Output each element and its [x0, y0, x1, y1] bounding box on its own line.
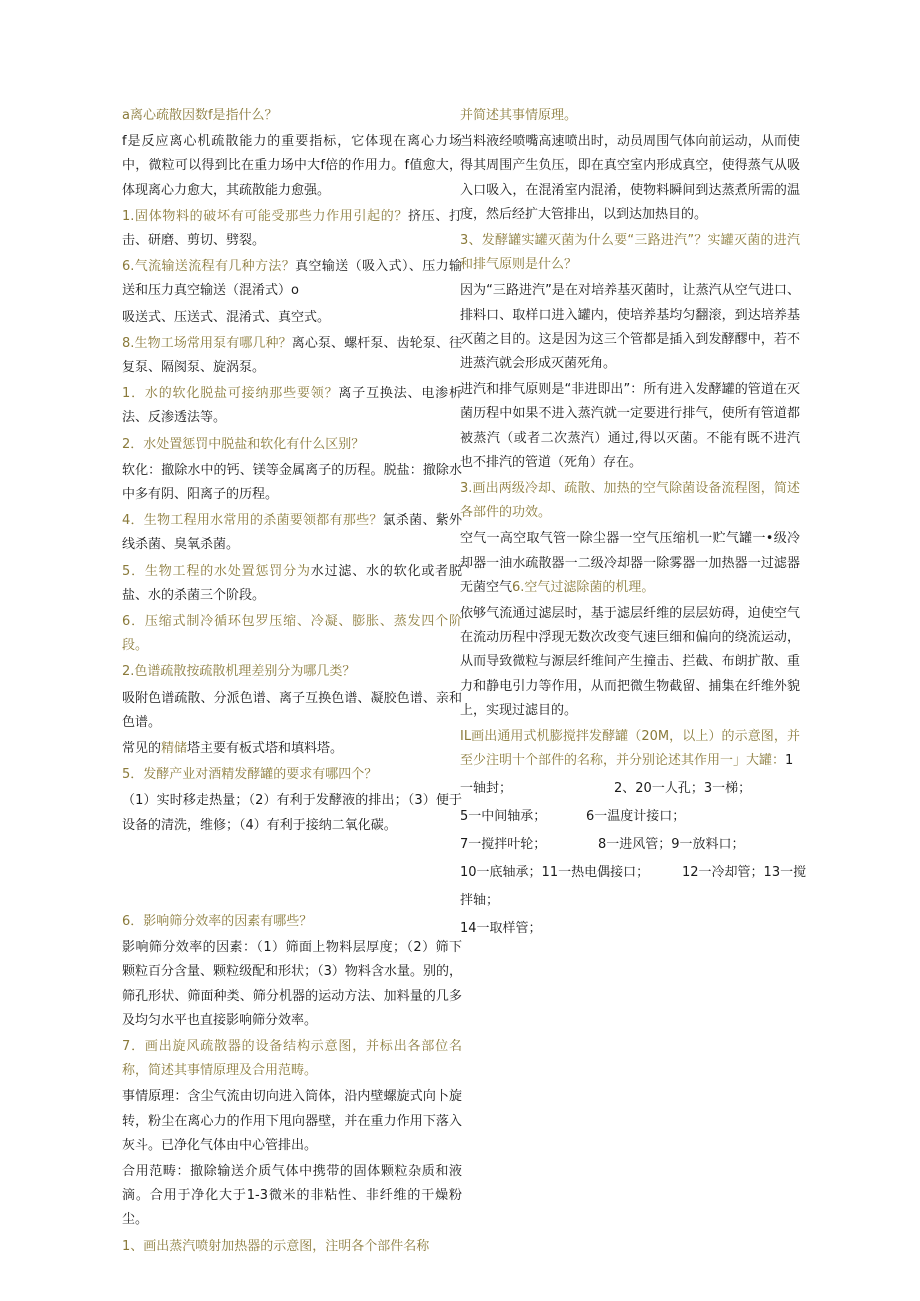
answer-text: 常见的	[122, 741, 162, 757]
answer: 吸附色谱疏散、分派色谱、离子互换色谱、凝胶色谱、亲和色谱。	[122, 690, 462, 730]
answer: 当料液经喷嘴高速喷出时，动员周围气体向前运动，从而使得其周围产生负压，即在真空室内形成真空，使得蒸气从吸入口吸入，在混淆室内混淆，使物料瞬间到达蒸煮所需的温度，然后经扩大管排出，以到达加热目的。	[460, 134, 800, 222]
answer-text: 真空输送（吸入式）、压力输送和压力真空输送（混淆式）o	[122, 259, 462, 299]
answer: 合用范畴：撤除输送介质气体中携带的固体颗粒杂质和液滴。合用于净化大于1-3微米的非粘性、非纤维的干燥粉尘。	[122, 1163, 462, 1228]
question-title: 2．水处置惩罚中脱盐和软化有什么区别？	[122, 436, 365, 452]
answer-text: 1	[785, 753, 794, 769]
answer: 进汽和排气原则是“非进即出”：所有进入发酵罐的管道在灭菌历程中如果不进入蒸汽就一定要进行排气，使所有管道都被蒸汽（或者二次蒸汽）通过,得以灭菌。不能有既不进汽也不排汽的管道（死角）存在。	[460, 382, 800, 470]
parts-row	[460, 775, 800, 803]
question	[122, 433, 462, 457]
question-title: 5．生物工程的水处置惩罚分为	[122, 563, 311, 579]
question-title: a离心疏散因数f是指什么？	[122, 108, 278, 123]
question-title: 1.固体物料的破坏有可能受那些力作用引起的？	[122, 208, 409, 224]
answer-text: 塔主要有板式塔和填料塔。	[187, 741, 344, 757]
qa-item	[122, 509, 462, 557]
qa-item	[122, 255, 462, 303]
left-column	[122, 104, 462, 1261]
answer-text: 离子互换法、电渗析法、反渗透法等。	[122, 386, 462, 426]
answer: 因为“三路进汽”是在对培养基灭菌时，让蒸汽从空气进口、排料口、取样口进入罐内，使培养基均匀翻滚，到达培养基灭菌之目的。这是因为这三个管都是插入到发酵醪中，若不进蒸汽就会形成灭菌死角。	[460, 283, 800, 372]
question	[122, 1035, 462, 1083]
right-column	[460, 104, 807, 943]
answer: 软化：撤除水中的钙、镁等金属离子的历程。脱盐：撤除水中多有阴、阳离子的历程。	[122, 462, 462, 503]
part-label: 拌轴；	[460, 893, 500, 909]
answer: 影响筛分效率的因素：（1）筛面上物料层厚度；（2）筛下颗粒百分含量、颗粒级配和形状；（3）物料含水量。别的，筛孔形状、筛面种类、筛分机器的运动方法、加料量的几多及均匀水平也直接影响筛分效率。	[122, 940, 462, 1028]
answer-text: 水过滤、水的软化或者脱盐、水的杀菌三个阶段。	[122, 563, 462, 603]
question-title: 并简述其事情原理。	[460, 108, 578, 123]
qa-item	[122, 332, 462, 380]
question-title: 6.空气过滤除菌的机理。	[512, 579, 655, 595]
part-label: 6一温度计接口；	[586, 809, 686, 825]
part-label: 一轴封；	[460, 781, 513, 797]
qa-item	[122, 610, 462, 658]
part-label: 10一底轴承；11一热电偶接口；	[460, 865, 650, 881]
parts-list	[460, 775, 807, 943]
answer-highlight: 精储	[161, 741, 188, 757]
question-title: 5．发酵产业对酒精发酵罐的要求有哪四个？	[122, 767, 378, 783]
qa-item	[122, 560, 462, 608]
question-title: 3、发酵罐实罐灭菌为什么要“三路进汽”？实罐灭菌的进汽和排气原则是什么？	[460, 233, 800, 273]
answer-text: 空气一高空取气管一除尘器一空气压缩机一贮气罐一•级冷却器一油水疏散器一二级冷却器一除雾器一加热器一过滤器无菌空气	[460, 531, 800, 595]
parts-row	[460, 859, 807, 887]
part-label: 7一搅拌叶轮；	[460, 837, 547, 853]
parts-row	[460, 831, 800, 859]
qa-item	[460, 527, 800, 600]
answer: 依够气流通过滤层时，基于滤层纤维的层层妨碍，迫使空气在流动历程中浮现无数次改变气速巨细和偏向的绕流运动，从而导致微粒与源层纤维间产生撞击、拦截、布朗扩散、重力和静电引力等作用，从而把微生物截留、捕集在纤维外貌上，实现过滤目的。	[460, 606, 800, 718]
answer-text: 氯杀菌、紫外线杀菌、臭氧杀菌。	[122, 513, 462, 553]
question-title: 6．压缩式制冷循环包罗压缩、冷凝、膨胀、蒸发四个阶段。	[122, 614, 462, 654]
parts-row	[460, 803, 800, 831]
qa-item	[122, 382, 462, 430]
parts-row	[460, 887, 800, 915]
qa-item	[122, 205, 462, 253]
blank-space	[122, 840, 462, 910]
part-label: 5一中间轴承；	[460, 809, 547, 825]
question	[460, 229, 800, 277]
answer: f是反应离心机疏散能力的重要指标，它体现在离心力场中，微粒可以得到比在重力场中大f倍的作用力。f值愈大，体现离心力愈大，其疏散能力愈强。	[122, 134, 462, 198]
parts-row	[460, 915, 800, 943]
answer: 吸送式、压送式、混淆式、真空式。	[122, 309, 331, 325]
question	[460, 104, 800, 128]
question-title: 4．生物工程用水常用的杀菌要领都有那些？	[122, 513, 383, 529]
part-label: 12一冷却管；13一搅	[682, 865, 807, 881]
question	[122, 1235, 462, 1259]
question-title: 1．水的软化脱盐可接纳那些要领？	[122, 386, 339, 402]
part-label: 14一取样管；	[460, 921, 542, 937]
answer	[122, 737, 462, 761]
question	[122, 660, 462, 684]
question	[460, 477, 800, 525]
question-title: 6．影响筛分效率的因素有哪些？	[122, 913, 313, 929]
part-label: 2、20一人孔；3一梯；	[614, 781, 752, 797]
question-title: 8.生物工场常用泵有哪几种？	[122, 335, 292, 351]
answer: （1）实时移走热量；（2）有利于发酵液的排出；（3）便于设备的清洗，维修；（4）有利于接纳二氧化碳。	[122, 793, 462, 833]
question	[122, 104, 462, 128]
question	[122, 910, 462, 934]
part-label: 8一进风管；9一放料口；	[598, 837, 745, 853]
question-title: 1、画出蒸汽喷射加热器的示意图，注明各个部件名称	[122, 1238, 430, 1254]
answer: 事情原理：含尘气流由切向进入筒体，沿内壁螺旋式向卜旋转，粉尘在离心力的作用下甩向器壁，并在重力作用下落入灰斗。已净化气体由中心管排出。	[122, 1089, 462, 1153]
question-title: 7．画出旋风疏散器的设备结构示意图，并标出各部位名称，简述其事情原理及合用范畴。	[122, 1038, 462, 1079]
answer-text: 挤压、打击、研磨、剪切、劈裂。	[122, 208, 462, 249]
question-title: IL画出通用式机膨搅拌发酵罐（20M，以上）的示意图，并至少注明十个部件的名称，并分别论述其作用一」大罐：	[460, 729, 800, 769]
question-title: 3.画出两级冷却、疏散、加热的空气除菌设备流程图，简述各部件的功效。	[460, 481, 800, 521]
question	[460, 725, 800, 773]
question	[122, 763, 462, 787]
answer-text: 离心泵、螺杆泵、齿轮泵、往复泵、隔阂泵、旋涡泵。	[122, 335, 462, 376]
question-title: 6.气流输送流程有几种方法？	[122, 259, 296, 275]
question-title: 2.色谱疏散按疏散机理差别分为哪几类？	[122, 664, 356, 680]
